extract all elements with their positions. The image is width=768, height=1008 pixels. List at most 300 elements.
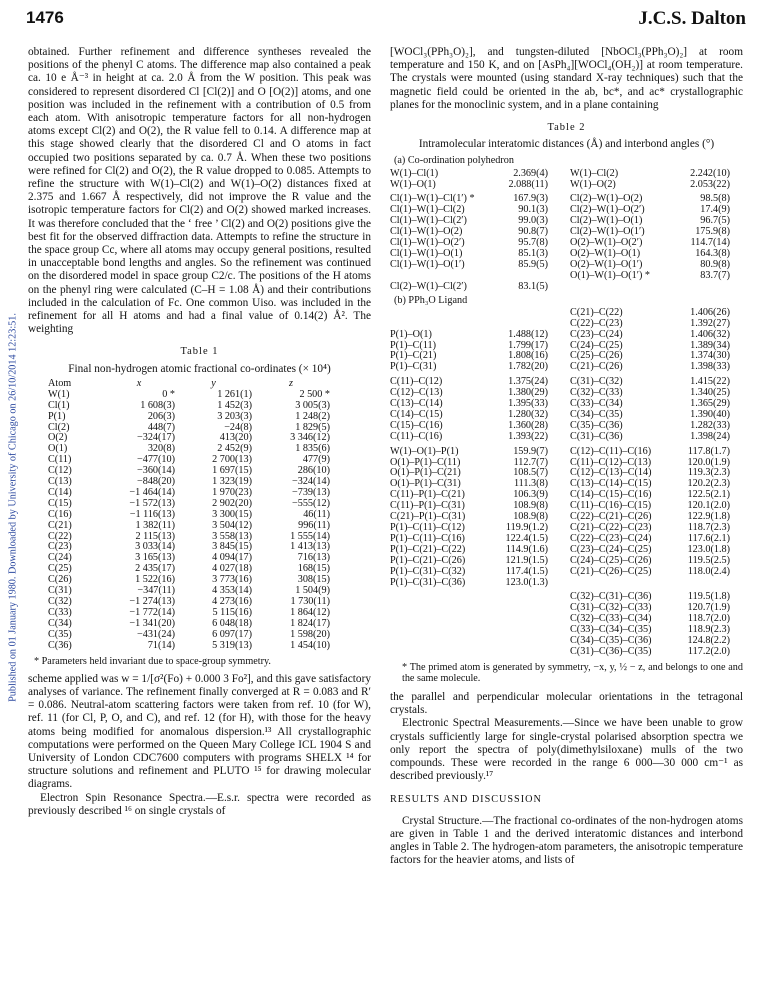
table-row: [48, 477, 330, 488]
table-cell: [570, 578, 678, 589]
table-cell: 3 773(16): [212, 574, 252, 586]
table-cell: P(1)–C(21)–C(22): [390, 543, 466, 555]
table-cell: 1 504(9): [295, 585, 330, 597]
table-cell: C(31)–C(32)–C(33): [570, 602, 652, 614]
table-cell: C(12)–C(13)–C(14): [570, 467, 652, 479]
table-cell: −848(20): [137, 476, 175, 488]
table-cell: C(11)–C(16): [390, 430, 443, 442]
table-cell: C(33)–C(34): [570, 398, 623, 410]
column-gap: [548, 625, 570, 636]
table-row: [48, 488, 330, 499]
column-gap: [548, 249, 570, 260]
column-gap: [548, 341, 570, 352]
table2-section-a: (a) Co-ordination polyhedron: [394, 155, 514, 167]
table-cell: [478, 625, 548, 636]
table-cell: C(35)–C(36): [570, 419, 623, 431]
table-cell: C(25): [48, 563, 72, 575]
table-row: [48, 586, 330, 597]
table-cell: C(24)–C(25)–C(26): [570, 554, 652, 566]
table-row: [390, 308, 730, 319]
table-cell: 1 970(23): [212, 486, 252, 498]
table-row: [48, 466, 330, 477]
table-cell: W(1): [48, 388, 70, 400]
table-cell: 1.782(20): [508, 361, 548, 373]
column-gap: [548, 410, 570, 421]
table-cell: 1.393(22): [508, 430, 548, 442]
table-row: [390, 592, 730, 603]
table-cell: 3 504(12): [212, 519, 252, 531]
table-cell: 96.7(5): [700, 215, 730, 227]
table-cell: 118.9(2.3): [687, 624, 730, 636]
column-gap: [548, 636, 570, 647]
table-cell: C(12): [48, 465, 72, 477]
table-cell: Cl(2)–W(1)–O(1′): [570, 226, 645, 238]
table-cell: C(13)–C(14)–C(15): [570, 478, 652, 490]
column-gap: [548, 647, 570, 658]
table-cell: 2 700(13): [212, 454, 252, 466]
table-cell: O(1)–P(1)–C(11): [390, 456, 461, 468]
table-cell: Cl(1)–W(1)–O(1′): [390, 258, 465, 270]
table-cell: C(15): [48, 497, 72, 509]
table-cell: C(26): [48, 574, 72, 586]
table-cell: 85.9(5): [518, 258, 548, 270]
table-cell: C(33): [48, 606, 72, 618]
table-cell: 1 413(13): [290, 541, 330, 553]
table-cell: P(1)–C(31)–C(36): [390, 576, 466, 588]
table-cell: O(2)–W(1)–O(2′): [570, 237, 643, 249]
table-cell: [390, 308, 478, 319]
table-cell: [390, 614, 478, 625]
table-cell: 119.5(1.8): [687, 591, 730, 603]
table-cell: 286(10): [297, 465, 330, 477]
table-cell: 3 033(14): [135, 541, 175, 553]
paragraph: Electron Spin Resonance Spectra.—E.s.r. spectra were recorded as previously described ¹⁶ on single crystals of: [28, 791, 371, 817]
table-cell: C(21)–C(22)–C(23): [570, 522, 652, 534]
table-row: [390, 647, 730, 658]
table-cell: [478, 592, 548, 603]
table-row: [48, 412, 330, 423]
table-cell: 83.1(5): [518, 280, 548, 292]
table-row: [48, 433, 330, 444]
table-cell: [478, 319, 548, 330]
table-cell: 120.2(2.3): [687, 478, 730, 490]
table-cell: −24(8): [224, 421, 252, 433]
table-cell: 108.5(7): [513, 467, 548, 479]
table-cell: 175.9(8): [695, 226, 730, 238]
table-cell: [390, 636, 478, 647]
table-cell: O(1): [48, 443, 68, 455]
table-cell: 1 454(10): [290, 639, 330, 651]
table-cell: Cl(1)–W(1)–O(2): [390, 226, 463, 238]
column-gap: [548, 523, 570, 534]
table-cell: P(1)–O(1): [390, 328, 432, 340]
table-cell: −1 772(14): [129, 606, 175, 618]
table-cell: −1 341(20): [129, 617, 175, 629]
left-column: [28, 46, 371, 818]
table-row: [48, 532, 330, 543]
table-row: [48, 564, 330, 575]
column-gap: [548, 421, 570, 432]
table-cell: 159.9(7): [513, 445, 548, 457]
table-row: [390, 614, 730, 625]
table-row: [48, 423, 330, 434]
table-row: [390, 432, 730, 443]
table-cell: P(1)–C(21): [390, 350, 437, 362]
column-gap: [548, 458, 570, 469]
table-cell: C(25)–C(26): [570, 350, 623, 362]
table-cell: 2.053(22): [690, 178, 730, 190]
table-cell: Cl(2)–W(1)–Cl(2′): [390, 280, 467, 292]
column-gap: [548, 330, 570, 341]
table-cell: 118.0(2.4): [687, 565, 730, 577]
table-cell: 17.4(9): [700, 204, 730, 216]
table-cell: 98.5(8): [700, 193, 730, 205]
table-cell: [390, 647, 478, 658]
table1-header-cell: z: [289, 377, 293, 389]
table-cell: C(21): [48, 519, 72, 531]
table-cell: 114.7(14): [690, 237, 730, 249]
table-cell: 1.340(25): [690, 387, 730, 399]
table1: [48, 379, 330, 652]
table-cell: W(1)–O(1): [390, 178, 436, 190]
table-cell: 1.282(33): [690, 419, 730, 431]
table-row: [48, 521, 330, 532]
table2-b-distances: [390, 308, 730, 373]
paragraph: the parallel and perpendicular molecular orientations in the tetragonal crystals.: [390, 690, 743, 717]
table-cell: 1.280(32): [508, 408, 548, 420]
table-cell: 1 835(6): [295, 443, 330, 455]
table-cell: 1.398(33): [690, 361, 730, 373]
column-gap: [548, 351, 570, 362]
table-row: [48, 542, 330, 553]
table2-title: Table 2: [547, 122, 586, 134]
table-cell: 1.365(29): [690, 398, 730, 410]
table-cell: O(2)–W(1)–O(1′): [570, 258, 643, 270]
table-row: [390, 330, 730, 341]
column-gap: [548, 216, 570, 227]
table-cell: 1 261(1): [217, 388, 252, 400]
table-cell: C(13): [48, 476, 72, 488]
table-cell: 118.7(2.3): [687, 522, 730, 534]
table-cell: −739(13): [292, 486, 330, 498]
table-row: [390, 625, 730, 636]
table-cell: 122.5(2.1): [687, 489, 730, 501]
paragraph: Crystal Structure.—The fractional co-ordinates of the non-hydrogen atoms are given in Table 1 and the derived interatomic distances and interbond angles in Table 2. The hydrogen-atom parameters, the anisotropic temperature factors for the heavier atoms, and lists of: [390, 814, 743, 867]
paragraph: Electronic Spectral Measurements.—Since we have been unable to grow crystals sufficiently large for single-crystal polarised absorption spectra we only report the spectra of poly(dimethylsiloxane) mulls of the two compounds. These were recorded in the range 6 000—30 000 cm⁻¹ as described previously.¹⁷: [390, 717, 743, 783]
table-cell: 448(7): [147, 421, 175, 433]
table-cell: 6 048(18): [212, 617, 252, 629]
table-cell: −360(14): [137, 465, 175, 477]
table1-header-cell: Atom: [48, 377, 72, 389]
paragraph: [WOCl₃(PPh₃O)₂], and tungsten-diluted [NbOCl₃(PPh₃O)₂] at room temperature and 150 K, and on [AsPh₄][WOCl₄(OH₂)] at room temperature. The crystals were mounted (using standard X-ray techniques) such that the magnetic field could be oriented in the ab, bc*, and ac* crystallographic planes for the monoclinic system, and in a plane containing: [390, 46, 743, 111]
table-row: [390, 351, 730, 362]
table-cell: [390, 319, 478, 330]
table-cell: 320(8): [147, 443, 175, 455]
table-cell: 95.7(8): [518, 237, 548, 249]
column-gap: [548, 194, 570, 205]
column-gap: [548, 180, 570, 191]
table-cell: C(14)–C(15)–C(16): [570, 489, 652, 501]
column-gap: [548, 282, 570, 293]
table-cell: 206(3): [147, 410, 175, 422]
column-gap: [548, 468, 570, 479]
table-row: [390, 603, 730, 614]
table-cell: −1 116(13): [129, 508, 175, 520]
column-gap: [548, 205, 570, 216]
table-cell: P(1)–C(31)–C(32): [390, 565, 466, 577]
table-cell: 1.389(34): [690, 339, 730, 351]
table-cell: 3 346(12): [290, 432, 330, 444]
table-row: [390, 636, 730, 647]
table-cell: −431(24): [137, 628, 175, 640]
page-header: [26, 8, 746, 34]
table-cell: [478, 614, 548, 625]
table2-a-distances: [390, 169, 730, 191]
section-heading: RESULTS AND DISCUSSION: [390, 794, 542, 806]
table-cell: 124.8(2.2): [687, 635, 730, 647]
table-row: [390, 578, 730, 589]
table-cell: 123.0(1.8): [687, 543, 730, 555]
table-cell: C(21)–P(1)–C(31): [390, 511, 466, 523]
table-cell: [478, 636, 548, 647]
table-cell: Cl(1): [48, 399, 70, 411]
table-cell: 1 555(14): [290, 530, 330, 542]
table-cell: 117.4(1.5): [505, 565, 548, 577]
table-cell: 120.7(1.9): [687, 602, 730, 614]
table-cell: 117.6(2.1): [687, 532, 730, 544]
column-gap: [548, 490, 570, 501]
download-notice: [6, 212, 20, 802]
table-cell: 111.3(8): [513, 478, 548, 490]
table-cell: 4 273(16): [212, 596, 252, 607]
table-cell: [478, 308, 548, 319]
table-cell: 1 864(12): [290, 606, 330, 618]
column-gap: [548, 308, 570, 319]
table-cell: 120.1(2.0): [687, 500, 730, 512]
table-cell: 108.9(8): [513, 500, 548, 512]
column-gap: [548, 169, 570, 180]
table-cell: 119.9(1.2): [505, 522, 548, 534]
table-row: [390, 567, 730, 578]
column-gap: [548, 319, 570, 330]
column-gap: [548, 271, 570, 282]
table-cell: 99.0(3): [518, 215, 548, 227]
table-cell: −1 464(14): [129, 486, 175, 498]
table2-section-b: (b) PPh₃O Ligand: [394, 294, 468, 306]
table-cell: 477(9): [302, 454, 330, 466]
table-row: [48, 455, 330, 466]
table-cell: C(22)–C(23): [570, 317, 623, 329]
table-row: [390, 180, 730, 191]
download-notice-text: Published on 01 January 1980. Downloaded by University of Chicago on 26/10/2014 12:23:51.: [7, 313, 19, 702]
table-cell: C(35): [48, 628, 72, 640]
table-row: [48, 619, 330, 630]
table-cell: Cl(2): [48, 421, 70, 433]
table1-header-cell: x: [136, 377, 142, 389]
column-gap: [548, 534, 570, 545]
table-cell: 2.369(4): [513, 167, 548, 179]
table-cell: 2 452(9): [217, 443, 252, 455]
table-cell: C(11)–P(1)–C(21): [390, 489, 465, 501]
column-gap: [548, 592, 570, 603]
table-cell: 2.242(10): [690, 167, 730, 179]
table-row: [390, 169, 730, 180]
table-cell: W(1)–O(2): [570, 178, 616, 190]
table-cell: C(12)–C(11)–C(16): [570, 445, 652, 457]
table1-caption: Final non-hydrogen atomic fractional co-ordinates (× 10⁴): [68, 362, 331, 375]
table-row: [390, 447, 730, 458]
table-cell: 3 558(13): [212, 530, 252, 542]
table-cell: P(1)–C(21)–C(26): [390, 554, 466, 566]
table-cell: [678, 578, 730, 589]
table-cell: Cl(1)–W(1)–Cl(2′): [390, 215, 467, 227]
table-row: [48, 499, 330, 510]
table-cell: 6 097(17): [212, 628, 252, 640]
table-cell: [678, 282, 730, 293]
table-cell: C(32)–C(33)–C(34): [570, 613, 652, 625]
table-cell: C(31)–C(36): [570, 430, 623, 442]
table-cell: 90.1(3): [518, 204, 548, 216]
table-cell: −324(14): [292, 476, 330, 488]
table1-header-row: [48, 379, 330, 390]
table-cell: 1.808(16): [508, 350, 548, 362]
table-cell: C(11)–P(1)–C(31): [390, 500, 465, 512]
table-cell: O(1)–P(1)–C(31): [390, 478, 461, 490]
table-row: [390, 362, 730, 373]
table-cell: 123.0(1.3): [505, 576, 548, 588]
table-cell: 117.8(1.7): [687, 445, 730, 457]
column-gap: [548, 512, 570, 523]
table-cell: 2 115(13): [135, 530, 175, 542]
table2-caption: Intramolecular interatomic distances (Å) and interbond angles (°): [418, 138, 715, 151]
table-cell: −555(12): [292, 497, 330, 509]
table-row: [390, 260, 730, 271]
table-cell: C(32)–C(31)–C(36): [570, 591, 652, 603]
table-cell: 3 203(3): [217, 410, 252, 422]
table-cell: 4 353(14): [212, 585, 252, 597]
paragraph: obtained. Further refinement and difference syntheses revealed the positions of the phenyl C atoms. The difference map also contained a peak ca. 10 e Å⁻³ in height at ca. 2.0 Å from the W position. This peak was considered to represent disordered Cl [Cl(2)] and O [O(2)] atoms, and one position was included in the refinement with a contribution of 0.5 from each atom. With anisotropic temperature factors for all non-hydrogen atoms except Cl(2) and O(2), the R value fell to 0.14. A difference map at this stage showed clearly that the disordered Cl and O atoms in fact occupied two positions separated by ca. 0.7 Å. When these two positions were refined for Cl(2) and O(2), the R value dropped to 0.085. Attempts to refine the structure with W(1)–Cl(2) and W(1)–O(2) distances fixed at 2.375 and 1.667 Å respectively, did not improve the R value and the isotropic temperature factors for Cl(2) and O(2) showed marked increases. It was therefore concluded that the ‘ free ’ Cl(2) and O(2) positions give the best fit for the observed diffraction data. Attempts to refine the structure in the space group Cc, where all atoms may occupy general positions, resulted in unacceptable bond lengths and angles. So the refinement was continued on the disordered model in space group C2/c. The positions of the H atoms on the phenyl ring were calculated (C–H = 1.08 Å) and their contributions included in the calculation of Fc. One common Uiso. was included in the refinement for all H atoms and had a final value of 0.14(2) Å². The weighting: [28, 46, 371, 336]
table-cell: C(22): [48, 530, 72, 542]
table-cell: 1 697(15): [212, 465, 252, 477]
table-cell: 1 598(20): [290, 628, 330, 640]
table-row: [48, 553, 330, 564]
table-cell: C(15)–C(16): [390, 419, 443, 431]
table-cell: P(1)–C(11)–C(12): [390, 522, 465, 534]
table-cell: [390, 592, 478, 603]
table-cell: C(24)–C(25): [570, 339, 623, 351]
table-cell: C(23)–C(24)–C(25): [570, 543, 652, 555]
table-cell: 121.9(1.5): [505, 554, 548, 566]
table-cell: 164.3(8): [695, 247, 730, 259]
table-cell: C(13)–C(14): [390, 398, 443, 410]
table2-a-angles: [390, 194, 730, 292]
column-gap: [548, 603, 570, 614]
table-cell: 117.2(2.0): [687, 645, 730, 657]
table-row: [390, 282, 730, 293]
table-row: [48, 444, 330, 455]
table2-b-ring-angles: [390, 592, 730, 657]
table-cell: 119.5(2.5): [687, 554, 730, 566]
table-cell: 4 094(17): [212, 552, 252, 564]
table-cell: 1.415(22): [690, 376, 730, 388]
table-cell: C(33)–C(34)–C(35): [570, 624, 652, 636]
table-cell: 1.374(30): [690, 350, 730, 362]
table-cell: 1.406(32): [690, 328, 730, 340]
table2-footnote: * The primed atom is generated by symmetry, −x, y, ½ − z, and belongs to one and the same molecule.: [402, 661, 743, 685]
table-cell: C(34)–C(35): [570, 408, 623, 420]
table-cell: 119.3(2.3): [687, 467, 730, 479]
table-cell: 0 *: [162, 388, 175, 400]
table-cell: Cl(1)–W(1)–Cl(2): [390, 204, 465, 216]
table-cell: 413(20): [219, 432, 252, 444]
column-gap: [548, 614, 570, 625]
table-cell: Cl(1)–W(1)–Cl(1′) *: [390, 193, 475, 205]
table-cell: C(32)–C(33): [570, 387, 623, 399]
table-cell: Cl(1)–W(1)–O(2′): [390, 237, 465, 249]
table-cell: 1 248(2): [295, 410, 330, 422]
table-cell: 2 500 *: [299, 388, 330, 400]
table-cell: Cl(1)–W(1)–O(1): [390, 247, 463, 259]
table-cell: 2 902(20): [212, 497, 252, 509]
table1-header-cell: y: [211, 377, 216, 389]
table-cell: 1 824(17): [290, 617, 330, 629]
table-cell: 120.0(1.9): [687, 456, 730, 468]
table-row: [48, 510, 330, 521]
table-cell: W(1)–O(1)–P(1): [390, 445, 459, 457]
table-cell: 114.9(1.6): [505, 543, 548, 555]
table-row: [48, 597, 330, 608]
table-cell: 1.406(26): [690, 306, 730, 318]
table-cell: 1.360(28): [508, 419, 548, 431]
table-cell: C(22)–C(21)–C(26): [570, 511, 652, 523]
table-cell: 3 005(3): [295, 399, 330, 411]
table-row: [48, 641, 330, 652]
table-cell: P(1): [48, 410, 66, 422]
column-gap: [548, 567, 570, 578]
table-cell: 5 115(16): [212, 606, 252, 618]
table-cell: −1 572(13): [129, 497, 175, 509]
column-gap: [548, 362, 570, 373]
table-cell: W(1)–Cl(1): [390, 167, 439, 179]
table-cell: 716(13): [297, 552, 330, 564]
column-gap: [548, 479, 570, 490]
table1-title: Table 1: [180, 346, 219, 358]
table2-b-angles: [390, 447, 730, 589]
table-cell: C(23): [48, 541, 72, 553]
table-cell: 90.8(7): [518, 226, 548, 238]
table-row: [390, 341, 730, 352]
table-cell: Cl(2)–W(1)–O(2): [570, 193, 643, 205]
table-cell: 1.398(24): [690, 430, 730, 442]
table-cell: C(11)–C(12): [390, 376, 443, 388]
table-cell: [478, 603, 548, 614]
table-cell: P(1)–C(11): [390, 339, 437, 351]
right-column: [390, 46, 743, 867]
table-cell: C(32): [48, 596, 72, 607]
table-cell: 1.375(24): [508, 376, 548, 388]
table-cell: 1.392(27): [690, 317, 730, 329]
table-cell: 83.7(7): [700, 269, 730, 281]
table-cell: 1.799(17): [508, 339, 548, 351]
table-cell: 106.3(9): [513, 489, 548, 501]
table-cell: 308(15): [297, 574, 330, 586]
table-cell: C(14): [48, 486, 72, 498]
journal-name: J.C.S. Dalton: [638, 8, 746, 29]
table-cell: C(31)–C(32): [570, 376, 623, 388]
table-cell: C(23)–C(24): [570, 328, 623, 340]
table-cell: 3 300(15): [212, 508, 252, 520]
table-cell: 122.4(1.5): [505, 532, 548, 544]
